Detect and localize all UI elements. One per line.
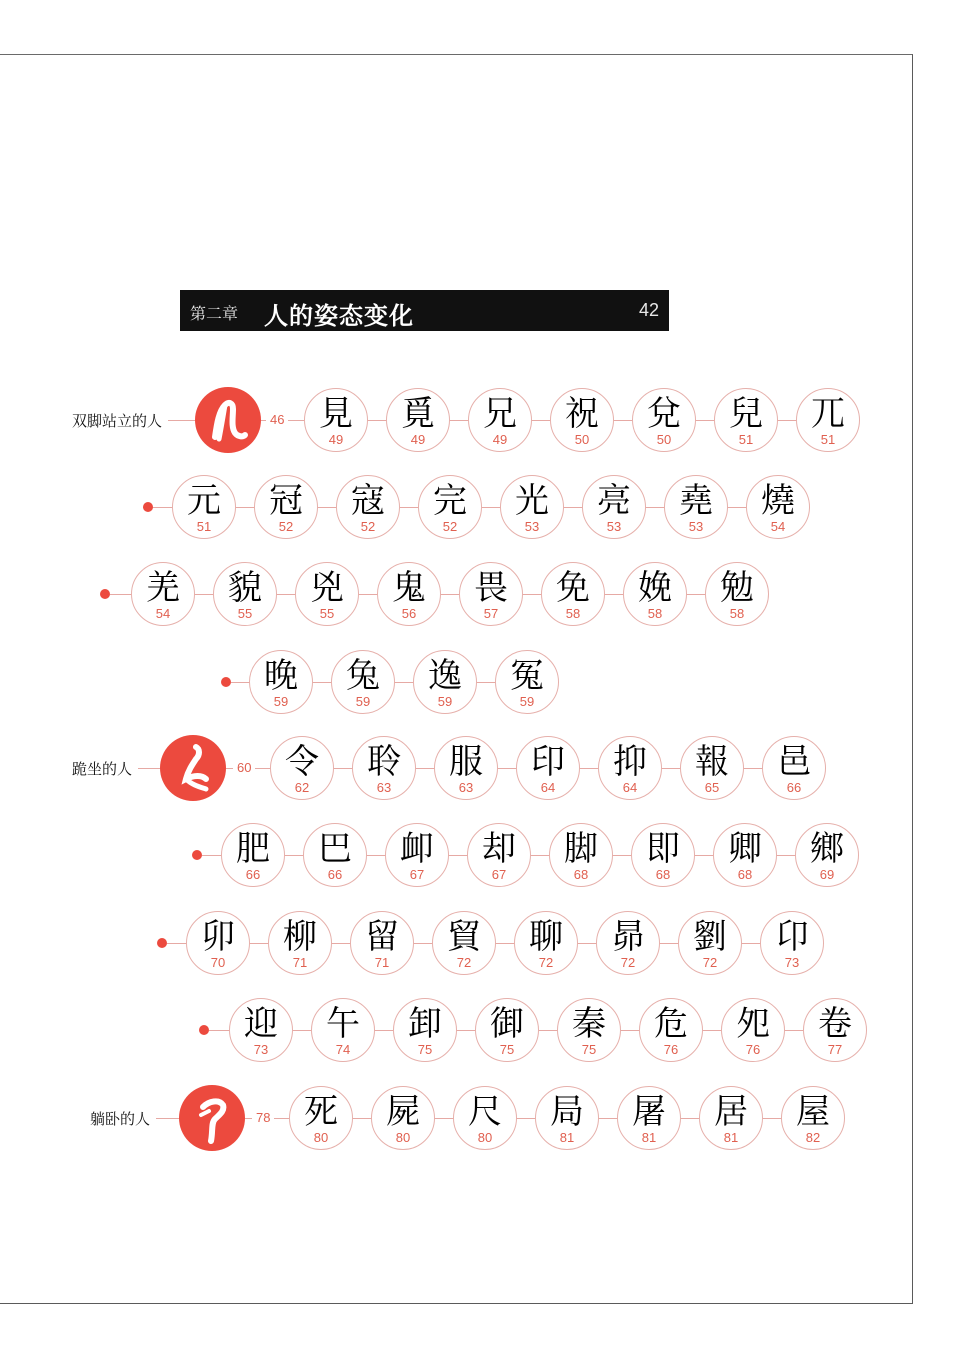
character-glyph: 晚 (264, 656, 298, 696)
character-page-number: 73 (784, 955, 800, 970)
character-node (796, 388, 860, 452)
character-page-number: 51 (820, 432, 836, 447)
character-glyph: 印 (531, 742, 565, 782)
character-glyph: 卯 (201, 917, 235, 957)
character-node (664, 475, 728, 539)
character-glyph: 逸 (428, 656, 462, 696)
character-page-number: 71 (292, 955, 308, 970)
character-node (434, 736, 498, 800)
character-page-number: 77 (827, 1042, 843, 1057)
character-glyph: 昴 (611, 917, 645, 957)
character-glyph: 完 (433, 481, 467, 521)
character-glyph: 服 (449, 742, 483, 782)
character-glyph: 卿 (728, 829, 762, 869)
page-number: 42 (638, 300, 659, 320)
character-glyph: 聆 (367, 742, 401, 782)
character-glyph: 巴 (318, 829, 352, 869)
character-glyph: 卹 (400, 829, 434, 869)
standing-person-icon (195, 387, 261, 453)
character-glyph: 卸 (408, 1004, 442, 1044)
character-node (249, 650, 313, 714)
character-glyph: 兀 (811, 394, 845, 434)
character-node (303, 823, 367, 887)
character-page-number: 63 (376, 780, 392, 795)
character-glyph: 勉 (720, 568, 754, 608)
character-node (803, 998, 867, 1062)
kneeling-person-icon (160, 735, 226, 801)
character-page-number: 63 (458, 780, 474, 795)
row-start-dot (100, 589, 110, 599)
character-glyph: 貿 (447, 917, 481, 957)
row-start-dot (221, 677, 231, 687)
character-page-number: 57 (483, 606, 499, 621)
row-start-dot (199, 1025, 209, 1035)
character-glyph: 夗 (736, 1004, 770, 1044)
character-node (721, 998, 785, 1062)
character-glyph: 危 (654, 1004, 688, 1044)
character-node (680, 736, 744, 800)
character-glyph: 卷 (818, 1004, 852, 1044)
character-glyph: 尺 (468, 1092, 502, 1132)
character-page-number: 68 (737, 867, 753, 882)
character-glyph: 鄉 (810, 829, 844, 869)
character-glyph: 屋 (796, 1092, 830, 1132)
character-page-number: 74 (335, 1042, 351, 1057)
character-page-number: 59 (355, 694, 371, 709)
character-page-number: 67 (491, 867, 507, 882)
character-node (631, 823, 695, 887)
character-glyph: 兔 (346, 656, 380, 696)
character-page-number: 53 (688, 519, 704, 534)
character-page-number: 66 (327, 867, 343, 882)
character-glyph: 秦 (572, 1004, 606, 1044)
character-glyph: 亮 (597, 481, 631, 521)
character-glyph: 光 (515, 481, 549, 521)
character-node (385, 823, 449, 887)
character-page-number: 58 (647, 606, 663, 621)
character-node (557, 998, 621, 1062)
row-start-dot (192, 850, 202, 860)
character-page-number: 52 (278, 519, 294, 534)
character-node (516, 736, 580, 800)
character-glyph: 午 (326, 1004, 360, 1044)
character-node (760, 911, 824, 975)
character-node (795, 823, 859, 887)
character-glyph: 脚 (564, 829, 598, 869)
character-page-number: 76 (745, 1042, 761, 1057)
character-glyph: 鬼 (392, 568, 426, 608)
character-glyph: 畏 (474, 568, 508, 608)
character-page-number: 68 (655, 867, 671, 882)
character-glyph: 局 (550, 1092, 584, 1132)
character-node (311, 998, 375, 1062)
character-page-number: 50 (574, 432, 590, 447)
character-node (617, 1086, 681, 1150)
character-node (270, 736, 334, 800)
character-node (467, 823, 531, 887)
character-node (541, 562, 605, 626)
character-page-number: 80 (313, 1130, 329, 1145)
character-glyph: 肥 (236, 829, 270, 869)
character-glyph: 聊 (529, 917, 563, 957)
character-page-number: 75 (499, 1042, 515, 1057)
character-glyph: 屠 (632, 1092, 666, 1132)
character-glyph: 貌 (228, 568, 262, 608)
character-node (131, 562, 195, 626)
character-page-number: 52 (442, 519, 458, 534)
character-glyph: 邑 (777, 742, 811, 782)
character-node (213, 562, 277, 626)
character-node (254, 475, 318, 539)
character-page-number: 66 (245, 867, 261, 882)
character-page-number: 66 (786, 780, 802, 795)
row-start-dot (143, 502, 153, 512)
character-page-number: 76 (663, 1042, 679, 1057)
group-label: 跪坐的人 (72, 758, 138, 779)
chapter-number: 第二章 (190, 306, 239, 323)
character-node (268, 911, 332, 975)
character-glyph: 御 (490, 1004, 524, 1044)
character-glyph: 居 (714, 1092, 748, 1132)
character-page-number: 49 (410, 432, 426, 447)
character-node (746, 475, 810, 539)
character-page-number: 75 (581, 1042, 597, 1057)
character-page-number: 50 (656, 432, 672, 447)
character-glyph: 柳 (283, 917, 317, 957)
character-glyph: 迎 (244, 1004, 278, 1044)
character-node (632, 388, 696, 452)
character-glyph: 堯 (679, 481, 713, 521)
character-page-number: 53 (606, 519, 622, 534)
character-glyph: 兇 (310, 568, 344, 608)
character-page-number: 59 (273, 694, 289, 709)
character-node (371, 1086, 435, 1150)
group-label: 躺卧的人 (90, 1108, 156, 1129)
group-label: 双脚站立的人 (72, 410, 168, 431)
lying-person-icon (179, 1085, 245, 1151)
character-page-number: 54 (770, 519, 786, 534)
character-page-number: 58 (729, 606, 745, 621)
character-page-number: 59 (519, 694, 535, 709)
character-glyph: 元 (187, 481, 221, 521)
character-page-number: 62 (294, 780, 310, 795)
character-page-number: 68 (573, 867, 589, 882)
character-glyph: 冤 (510, 656, 544, 696)
character-glyph: 祝 (565, 394, 599, 434)
character-node (393, 998, 457, 1062)
character-page-number: 49 (328, 432, 344, 447)
character-glyph: 即 (646, 829, 680, 869)
row-start-dot (157, 938, 167, 948)
character-page-number: 54 (155, 606, 171, 621)
group-page-number: 60 (233, 760, 255, 775)
character-node (713, 823, 777, 887)
character-node (705, 562, 769, 626)
character-node (639, 998, 703, 1062)
character-node (418, 475, 482, 539)
character-node (295, 562, 359, 626)
character-page-number: 51 (738, 432, 754, 447)
character-page-number: 72 (620, 955, 636, 970)
character-glyph: 覓 (401, 394, 435, 434)
character-node (172, 475, 236, 539)
character-node (352, 736, 416, 800)
character-node (221, 823, 285, 887)
character-page-number: 69 (819, 867, 835, 882)
character-glyph: 見 (319, 394, 353, 434)
chapter-header (180, 290, 669, 331)
character-node (475, 998, 539, 1062)
character-node (678, 911, 742, 975)
character-glyph: 羌 (146, 568, 180, 608)
character-page-number: 58 (565, 606, 581, 621)
character-node (582, 475, 646, 539)
character-page-number: 72 (538, 955, 554, 970)
character-page-number: 81 (559, 1130, 575, 1145)
character-page-number: 80 (477, 1130, 493, 1145)
character-glyph: 兒 (729, 394, 763, 434)
character-page-number: 53 (524, 519, 540, 534)
character-node (432, 911, 496, 975)
character-node (623, 562, 687, 626)
chapter-title: 人的姿态变化 (264, 303, 414, 330)
character-glyph: 卬 (775, 917, 809, 957)
character-node (781, 1086, 845, 1150)
character-page-number: 56 (401, 606, 417, 621)
character-node (331, 650, 395, 714)
character-glyph: 燒 (761, 481, 795, 521)
group-page-number: 46 (266, 412, 288, 427)
character-node (413, 650, 477, 714)
character-glyph: 兄 (483, 394, 517, 434)
character-page-number: 81 (723, 1130, 739, 1145)
character-node (350, 911, 414, 975)
group-page-number: 78 (252, 1110, 274, 1125)
character-node (550, 388, 614, 452)
character-page-number: 80 (395, 1130, 411, 1145)
character-node (598, 736, 662, 800)
character-glyph: 娩 (638, 568, 672, 608)
character-node (289, 1086, 353, 1150)
character-page-number: 64 (622, 780, 638, 795)
character-glyph: 死 (304, 1092, 338, 1132)
character-node (495, 650, 559, 714)
character-page-number: 70 (210, 955, 226, 970)
character-node (714, 388, 778, 452)
character-node (229, 998, 293, 1062)
character-node (549, 823, 613, 887)
character-glyph: 報 (695, 742, 729, 782)
character-glyph: 抑 (613, 742, 647, 782)
character-page-number: 73 (253, 1042, 269, 1057)
character-glyph: 寇 (351, 481, 385, 521)
character-page-number: 71 (374, 955, 390, 970)
character-glyph: 屍 (386, 1092, 420, 1132)
character-page-number: 59 (437, 694, 453, 709)
character-node (468, 388, 532, 452)
character-page-number: 49 (492, 432, 508, 447)
character-page-number: 67 (409, 867, 425, 882)
character-node (459, 562, 523, 626)
character-node (699, 1086, 763, 1150)
character-glyph: 留 (365, 917, 399, 957)
character-page-number: 72 (456, 955, 472, 970)
character-glyph: 令 (285, 742, 319, 782)
character-page-number: 51 (196, 519, 212, 534)
character-page-number: 82 (805, 1130, 821, 1145)
character-node (762, 736, 826, 800)
character-page-number: 55 (319, 606, 335, 621)
character-page-number: 72 (702, 955, 718, 970)
character-node (596, 911, 660, 975)
character-glyph: 免 (556, 568, 590, 608)
character-node (336, 475, 400, 539)
character-node (514, 911, 578, 975)
character-page-number: 55 (237, 606, 253, 621)
character-node (186, 911, 250, 975)
character-glyph: 却 (482, 829, 516, 869)
character-page-number: 75 (417, 1042, 433, 1057)
character-page-number: 81 (641, 1130, 657, 1145)
character-glyph: 兌 (647, 394, 681, 434)
character-page-number: 64 (540, 780, 556, 795)
character-node (453, 1086, 517, 1150)
character-page-number: 52 (360, 519, 376, 534)
character-node (386, 388, 450, 452)
character-glyph: 劉 (693, 917, 727, 957)
character-node (377, 562, 441, 626)
character-node (535, 1086, 599, 1150)
character-node (500, 475, 564, 539)
character-node (304, 388, 368, 452)
character-page-number: 65 (704, 780, 720, 795)
character-glyph: 冠 (269, 481, 303, 521)
